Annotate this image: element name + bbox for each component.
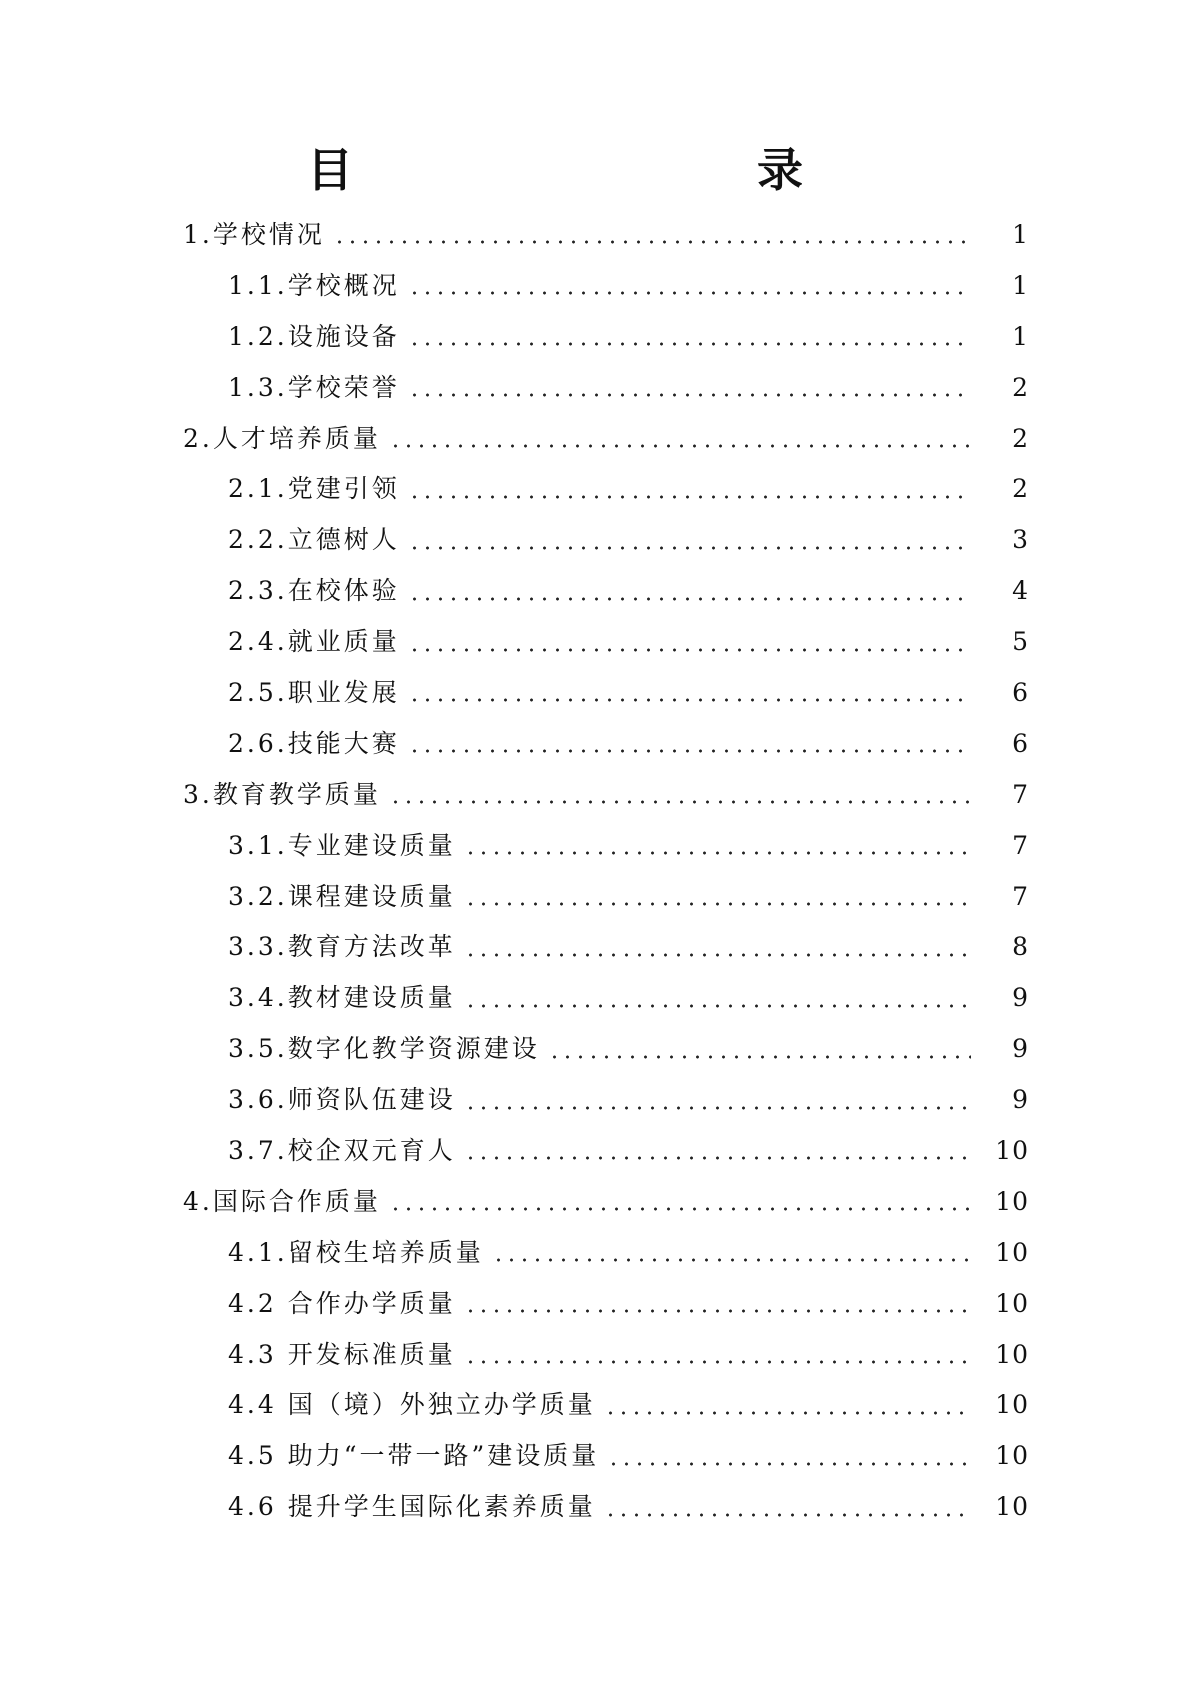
toc-entry-page-number: 6 (1012, 678, 1029, 708)
toc-entry-number: 2.1. (228, 474, 288, 504)
toc-dot-leader (408, 648, 971, 652)
toc-entry-number: 2.2. (228, 525, 288, 555)
toc-entry-label: 专业建设质量 (287, 830, 456, 860)
toc-entry-page-number: 9 (1012, 983, 1029, 1013)
toc-entry-label: 教育教学质量 (212, 779, 381, 809)
toc-entry[interactable] (0, 566, 1200, 617)
toc-entry-page-number: 2 (1012, 474, 1029, 504)
toc-dot-leader (333, 240, 971, 244)
toc-dot-leader (464, 1106, 971, 1110)
toc-entry[interactable] (0, 617, 1200, 668)
toc-entry[interactable] (0, 973, 1200, 1024)
toc-entry-number: 4.6 (228, 1492, 288, 1522)
toc-entry-number: 4.3 (228, 1339, 288, 1369)
toc-entry-page-number: 10 (995, 1339, 1029, 1369)
toc-entry-label: 教育方法改革 (287, 932, 456, 962)
toc-entry-page-number: 1 (1012, 220, 1029, 249)
toc-entry-label: 学校荣誉 (287, 372, 400, 402)
toc-entry-label: 助力“一带一路”建设质量 (287, 1441, 600, 1471)
page-title: 目 录 (307, 143, 907, 197)
toc-entry[interactable] (0, 1075, 1200, 1126)
toc-entry-page-number: 10 (995, 1186, 1029, 1216)
toc-entry-page-number: 10 (995, 1441, 1029, 1471)
toc-dot-leader (408, 597, 971, 601)
toc-entry-label: 设施设备 (287, 321, 400, 351)
toc-entry-label: 党建引领 (287, 474, 400, 504)
toc-entry[interactable] (0, 261, 1200, 312)
toc-entry-number: 3.4. (228, 983, 288, 1013)
toc-entry-label: 国（境）外独立办学质量 (287, 1390, 596, 1420)
toc-entry-label: 校企双元育人 (287, 1136, 456, 1166)
toc-entry-number: 4.5 (228, 1441, 288, 1471)
toc-entry[interactable] (0, 1228, 1200, 1279)
toc-entry-label: 留校生培养质量 (287, 1237, 484, 1267)
table-of-contents (0, 210, 1200, 1533)
toc-entry-label: 提升学生国际化素养质量 (287, 1492, 596, 1522)
toc-entry-label: 人才培养质量 (212, 423, 381, 453)
toc-entry-page-number: 10 (995, 1237, 1029, 1267)
toc-entry-number: 1.3. (228, 372, 288, 402)
toc-dot-leader (492, 1258, 971, 1262)
toc-entry-number: 2. (183, 423, 213, 453)
toc-entry-page-number: 10 (995, 1390, 1029, 1420)
toc-entry-number: 2.3. (228, 576, 288, 606)
toc-entry-number: 3.6. (228, 1085, 288, 1115)
toc-entry-number: 4.4 (228, 1390, 288, 1420)
toc-entry[interactable] (0, 363, 1200, 414)
toc-dot-leader (464, 953, 971, 957)
toc-entry-page-number: 8 (1012, 932, 1029, 962)
toc-entry-number: 3.2. (228, 881, 288, 911)
toc-entry-label: 就业质量 (287, 627, 400, 657)
toc-entry-number: 3.7. (228, 1136, 288, 1166)
toc-dot-leader (408, 698, 971, 702)
toc-dot-leader (408, 749, 971, 753)
toc-dot-leader (604, 1513, 971, 1517)
toc-entry-number: 2.6. (228, 728, 288, 758)
toc-dot-leader (464, 1156, 971, 1160)
toc-entry-label: 师资队伍建设 (287, 1085, 456, 1115)
toc-entry-page-number: 2 (1012, 423, 1029, 453)
toc-dot-leader (464, 1360, 971, 1364)
toc-dot-leader (464, 851, 971, 855)
toc-entry[interactable] (0, 872, 1200, 923)
toc-dot-leader (408, 495, 971, 499)
toc-entry[interactable] (0, 1380, 1200, 1431)
toc-entry-page-number: 4 (1012, 576, 1029, 606)
toc-entry-number: 4. (183, 1186, 213, 1216)
toc-entry-number: 3.5. (228, 1034, 288, 1064)
toc-entry[interactable] (0, 668, 1200, 719)
toc-entry-label: 合作办学质量 (287, 1288, 456, 1318)
toc-entry-page-number: 5 (1012, 627, 1029, 657)
toc-entry-label: 教材建设质量 (287, 983, 456, 1013)
toc-dot-leader (464, 902, 971, 906)
toc-dot-leader (389, 444, 971, 448)
toc-dot-leader (408, 291, 971, 295)
toc-entry-label: 学校情况 (212, 220, 325, 249)
toc-entry[interactable] (0, 719, 1200, 770)
toc-entry-page-number: 1 (1012, 270, 1029, 300)
toc-entry-label: 课程建设质量 (287, 881, 456, 911)
toc-entry[interactable] (0, 770, 1200, 821)
toc-entry[interactable] (0, 464, 1200, 515)
toc-entry-number: 1.1. (228, 270, 288, 300)
toc-entry-number: 4.2 (228, 1288, 288, 1318)
toc-entry-label: 在校体验 (287, 576, 400, 606)
toc-dot-leader (604, 1411, 971, 1415)
toc-entry-page-number: 10 (995, 1288, 1029, 1318)
toc-entry-label: 国际合作质量 (212, 1186, 381, 1216)
toc-dot-leader (464, 1309, 971, 1313)
toc-entry[interactable] (0, 1177, 1200, 1228)
toc-entry-number: 2.4. (228, 627, 288, 657)
toc-dot-leader (408, 546, 971, 550)
toc-entry[interactable] (0, 1024, 1200, 1075)
toc-dot-leader (408, 393, 971, 397)
toc-entry[interactable] (0, 414, 1200, 465)
toc-dot-leader (607, 1462, 971, 1466)
toc-entry[interactable] (0, 210, 1200, 261)
toc-entry-page-number: 9 (1012, 1034, 1029, 1064)
toc-entry[interactable] (0, 922, 1200, 973)
toc-entry[interactable] (0, 821, 1200, 872)
toc-dot-leader (464, 1004, 971, 1008)
toc-entry[interactable] (0, 1330, 1200, 1381)
toc-entry-page-number: 1 (1012, 321, 1029, 351)
toc-dot-leader (389, 1207, 971, 1211)
toc-dot-leader (548, 1055, 971, 1059)
toc-entry[interactable] (0, 1431, 1200, 1482)
toc-entry-page-number: 7 (1012, 881, 1029, 911)
toc-entry-label: 数字化教学资源建设 (287, 1034, 540, 1064)
toc-entry-page-number: 9 (1012, 1085, 1029, 1115)
toc-entry-number: 3. (183, 779, 213, 809)
toc-entry-page-number: 10 (995, 1492, 1029, 1522)
toc-entry-label: 立德树人 (287, 525, 400, 555)
toc-entry[interactable] (0, 312, 1200, 363)
toc-entry-number: 2.5. (228, 678, 288, 708)
toc-entry-page-number: 3 (1012, 525, 1029, 555)
toc-dot-leader (408, 342, 971, 346)
toc-entry-page-number: 10 (995, 1136, 1029, 1166)
toc-entry-page-number: 7 (1012, 779, 1029, 809)
toc-entry-page-number: 2 (1012, 372, 1029, 402)
toc-entry-label: 学校概况 (287, 270, 400, 300)
toc-entry-number: 1. (183, 220, 213, 249)
toc-entry[interactable] (0, 515, 1200, 566)
toc-entry-number: 1.2. (228, 321, 288, 351)
toc-entry-label: 开发标准质量 (287, 1339, 456, 1369)
toc-entry[interactable] (0, 1279, 1200, 1330)
toc-entry-number: 4.1. (228, 1237, 288, 1267)
toc-entry-label: 职业发展 (287, 678, 400, 708)
toc-entry-number: 3.1. (228, 830, 288, 860)
toc-entry-label: 技能大赛 (287, 728, 400, 758)
toc-entry-page-number: 7 (1012, 830, 1029, 860)
toc-entry-page-number: 6 (1012, 728, 1029, 758)
toc-entry-number: 3.3. (228, 932, 288, 962)
toc-dot-leader (389, 800, 971, 804)
toc-entry[interactable] (0, 1482, 1200, 1533)
toc-entry[interactable] (0, 1126, 1200, 1177)
